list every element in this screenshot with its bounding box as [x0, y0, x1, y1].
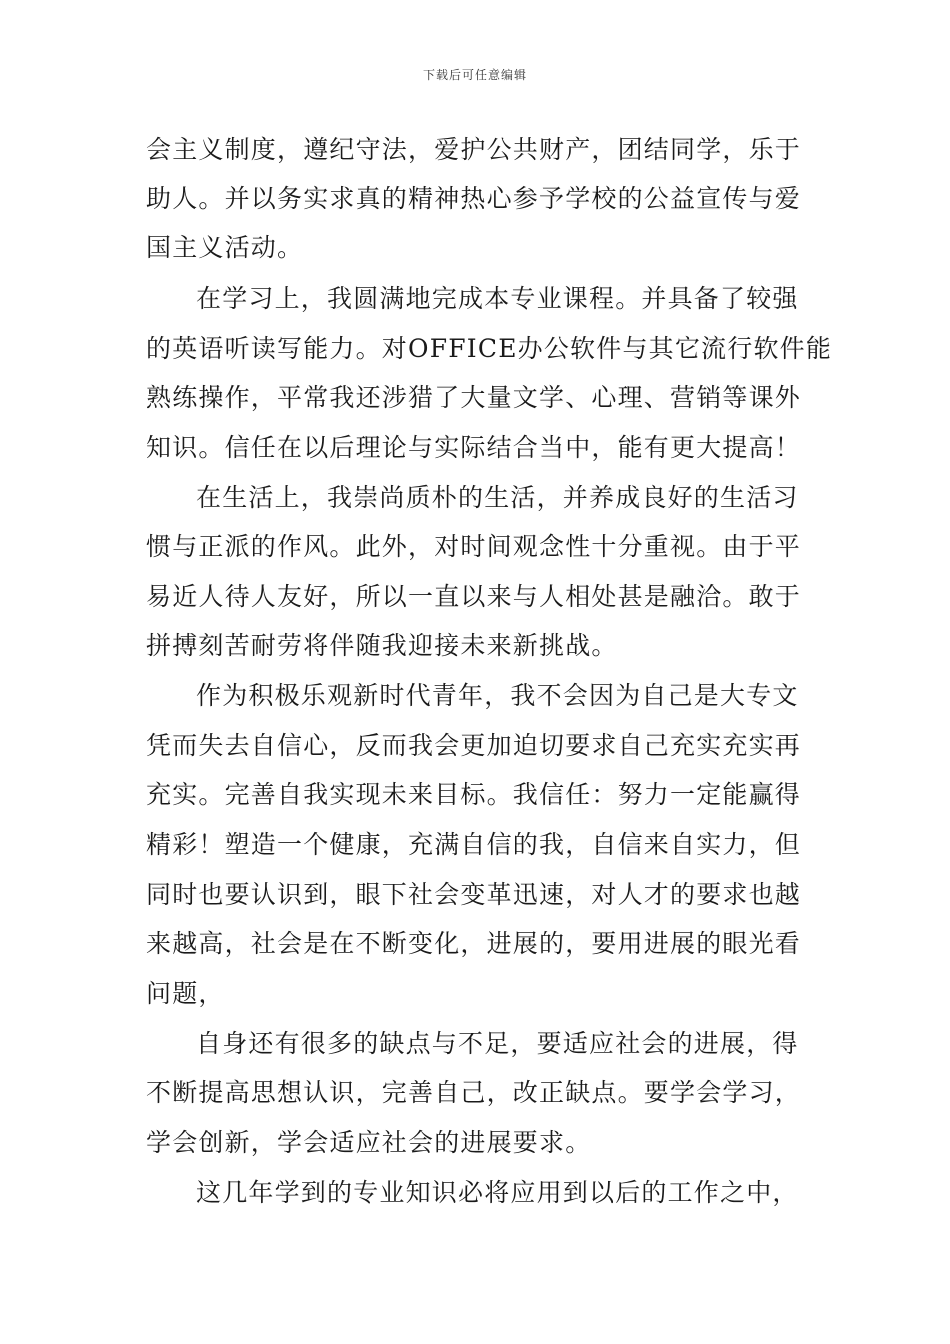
paragraph-first-line: 作为积极乐观新时代青年，我不会因为自己是大专文 [196, 681, 799, 710]
text-line: 不断提高思想认识，完善自己，改正缺点。要学会学习， [146, 1078, 802, 1107]
text-line: 同时也要认识到，眼下社会变革迅速，对人才的要求也越 [146, 880, 802, 909]
text-line: 知识。信任在以后理论与实际结合当中，能有更大提高！ [146, 433, 802, 462]
page-header: 下载后可任意编辑 [422, 68, 527, 82]
text-line: 凭而失去自信心，反而我会更加迫切要求自己充实充实再 [146, 731, 802, 760]
text-line: 助人。并以务实求真的精神热心参予学校的公益宣传与爱 [146, 184, 802, 213]
paragraph-first-line: 这几年学到的专业知识必将应用到以后的工作之中， [196, 1178, 799, 1207]
text-line: 熟练操作，平常我还涉猎了大量文学、心理、营销等课外 [146, 383, 802, 412]
paragraph-first-line: 在生活上，我崇尚质朴的生活，并养成良好的生活习 [196, 483, 799, 512]
text-line: 的英语听读写能力。对OFFICE办公软件与其它流行软件能 [146, 334, 833, 363]
text-line: 拼搏刻苦耐劳将伴随我迎接未来新挑战。 [146, 631, 618, 660]
text-line: 来越高，社会是在不断变化，进展的，要用进展的眼光看 [146, 929, 802, 958]
text-line: 惯与正派的作风。此外，对时间观念性十分重视。由于平 [146, 532, 802, 561]
text-line: 会主义制度，遵纪守法，爱护公共财产，团结同学，乐于 [146, 135, 802, 164]
text-line: 学会创新，学会适应社会的进展要求。 [146, 1128, 592, 1157]
text-line: 问题， [146, 979, 225, 1008]
paragraph-first-line: 自身还有很多的缺点与不足，要适应社会的进展，得 [196, 1029, 799, 1058]
text-line: 精彩！塑造一个健康，充满自信的我，自信来自实力，但 [146, 830, 802, 859]
text-line: 易近人待人友好，所以一直以来与人相处甚是融洽。敢于 [146, 582, 802, 611]
text-line: 国主义活动。 [146, 233, 304, 262]
text-line: 充实。完善自我实现未来目标。我信任：努力一定能赢得 [146, 780, 802, 809]
paragraph-first-line: 在学习上，我圆满地完成本专业课程。并具备了较强 [196, 284, 799, 313]
